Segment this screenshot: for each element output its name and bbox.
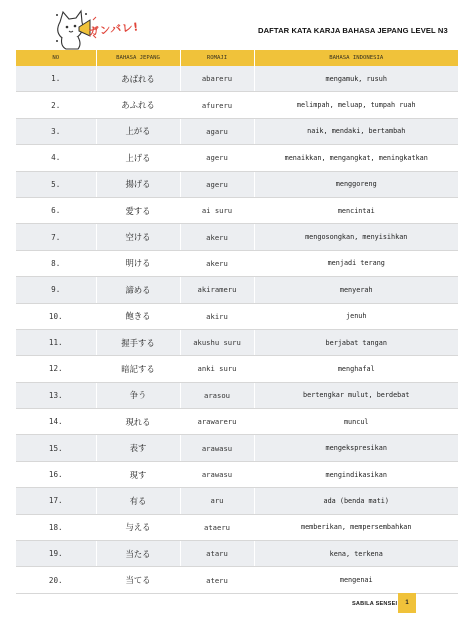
page-number: 1: [398, 593, 416, 613]
logo: [52, 8, 144, 50]
japanese-word: 上がる: [96, 118, 180, 144]
romaji: arawareru: [180, 409, 254, 435]
table-row: [16, 356, 458, 382]
row-number: 6.: [16, 197, 96, 223]
column-header-romaji: ROMAJI: [180, 50, 254, 66]
table-row: [16, 409, 458, 435]
indonesian-meaning: memberikan, mempersembahkan: [254, 514, 458, 540]
romaji: arasou: [180, 382, 254, 408]
table-row: [16, 488, 458, 514]
japanese-word: 与える: [96, 514, 180, 540]
row-number: 8.: [16, 250, 96, 276]
indonesian-meaning: menyerah: [254, 277, 458, 303]
indonesian-meaning: kena, terkena: [254, 541, 458, 567]
footer-author: SABILA SENSEI: [352, 601, 398, 607]
indonesian-meaning: naik, mendaki, bertambah: [254, 118, 458, 144]
table-row: [16, 435, 458, 461]
japanese-word: 現れる: [96, 409, 180, 435]
row-number: 12.: [16, 356, 96, 382]
table-row: [16, 250, 458, 276]
row-number: 4.: [16, 145, 96, 171]
row-number: 11.: [16, 329, 96, 355]
row-number: 19.: [16, 541, 96, 567]
romaji: akiru: [180, 303, 254, 329]
romaji: arawasu: [180, 435, 254, 461]
romaji: ageru: [180, 171, 254, 197]
romaji: ataru: [180, 541, 254, 567]
japanese-word: 争う: [96, 382, 180, 408]
row-number: 16.: [16, 461, 96, 487]
romaji: ataeru: [180, 514, 254, 540]
vocabulary-table: [16, 50, 458, 594]
indonesian-meaning: mengosongkan, menyisihkan: [254, 224, 458, 250]
romaji: akeru: [180, 250, 254, 276]
table-row: [16, 145, 458, 171]
indonesian-meaning: mengenai: [254, 567, 458, 593]
romaji: aru: [180, 488, 254, 514]
indonesian-meaning: menaikkan, mengangkat, meningkatkan: [254, 145, 458, 171]
japanese-word: 有る: [96, 488, 180, 514]
indonesian-meaning: menghafal: [254, 356, 458, 382]
table-row: [16, 277, 458, 303]
indonesian-meaning: menggoreng: [254, 171, 458, 197]
row-number: 15.: [16, 435, 96, 461]
romaji: akushu suru: [180, 329, 254, 355]
romaji: arawasu: [180, 461, 254, 487]
table-row: [16, 329, 458, 355]
page-title: DAFTAR KATA KARJA BAHASA JEPANG LEVEL N3: [258, 26, 448, 35]
table-row: [16, 461, 458, 487]
indonesian-meaning: mengindikasikan: [254, 461, 458, 487]
row-number: 9.: [16, 277, 96, 303]
indonesian-meaning: berjabat tangan: [254, 329, 458, 355]
row-number: 17.: [16, 488, 96, 514]
row-number: 3.: [16, 118, 96, 144]
row-number: 14.: [16, 409, 96, 435]
indonesian-meaning: jenuh: [254, 303, 458, 329]
row-number: 1.: [16, 66, 96, 92]
romaji: ai suru: [180, 197, 254, 223]
japanese-word: 諦める: [96, 277, 180, 303]
romaji: anki suru: [180, 356, 254, 382]
japanese-word: あふれる: [96, 92, 180, 118]
indonesian-meaning: bertengkar mulut, berdebat: [254, 382, 458, 408]
indonesian-meaning: mengamuk, rusuh: [254, 66, 458, 92]
japanese-word: 上げる: [96, 145, 180, 171]
japanese-word: 明ける: [96, 250, 180, 276]
row-number: 7.: [16, 224, 96, 250]
column-header-no: NO: [16, 50, 96, 66]
logo-text: ガンバレ!: [87, 20, 140, 39]
japanese-word: 握手する: [96, 329, 180, 355]
table-row: [16, 514, 458, 540]
indonesian-meaning: muncul: [254, 409, 458, 435]
table-row: [16, 224, 458, 250]
romaji: abareru: [180, 66, 254, 92]
romaji: akirameru: [180, 277, 254, 303]
row-number: 18.: [16, 514, 96, 540]
indonesian-meaning: mengekspresikan: [254, 435, 458, 461]
japanese-word: 空ける: [96, 224, 180, 250]
indonesian-meaning: menjadi terang: [254, 250, 458, 276]
column-header-japanese: BAHASA JEPANG: [96, 50, 180, 66]
romaji: afureru: [180, 92, 254, 118]
japanese-word: 当たる: [96, 541, 180, 567]
table-row: [16, 541, 458, 567]
japanese-word: 現す: [96, 461, 180, 487]
indonesian-meaning: ada (benda mati): [254, 488, 458, 514]
japanese-word: 暗記する: [96, 356, 180, 382]
japanese-word: 愛する: [96, 197, 180, 223]
table-row: [16, 567, 458, 593]
row-number: 2.: [16, 92, 96, 118]
romaji: ageru: [180, 145, 254, 171]
row-number: 10.: [16, 303, 96, 329]
japanese-word: 表す: [96, 435, 180, 461]
table-row: [16, 303, 458, 329]
romaji: agaru: [180, 118, 254, 144]
table-row: [16, 92, 458, 118]
table-row: [16, 118, 458, 144]
indonesian-meaning: melimpah, meluap, tumpah ruah: [254, 92, 458, 118]
romaji: akeru: [180, 224, 254, 250]
row-number: 5.: [16, 171, 96, 197]
table-row: [16, 66, 458, 92]
japanese-word: 揚げる: [96, 171, 180, 197]
indonesian-meaning: mencintai: [254, 197, 458, 223]
table-row: [16, 171, 458, 197]
table-header-row: [16, 50, 458, 66]
japanese-word: あばれる: [96, 66, 180, 92]
table-row: [16, 197, 458, 223]
japanese-word: 飽きる: [96, 303, 180, 329]
column-header-indonesian: BAHASA INDONESIA: [254, 50, 458, 66]
japanese-word: 当てる: [96, 567, 180, 593]
table-row: [16, 382, 458, 408]
row-number: 20.: [16, 567, 96, 593]
romaji: ateru: [180, 567, 254, 593]
row-number: 13.: [16, 382, 96, 408]
